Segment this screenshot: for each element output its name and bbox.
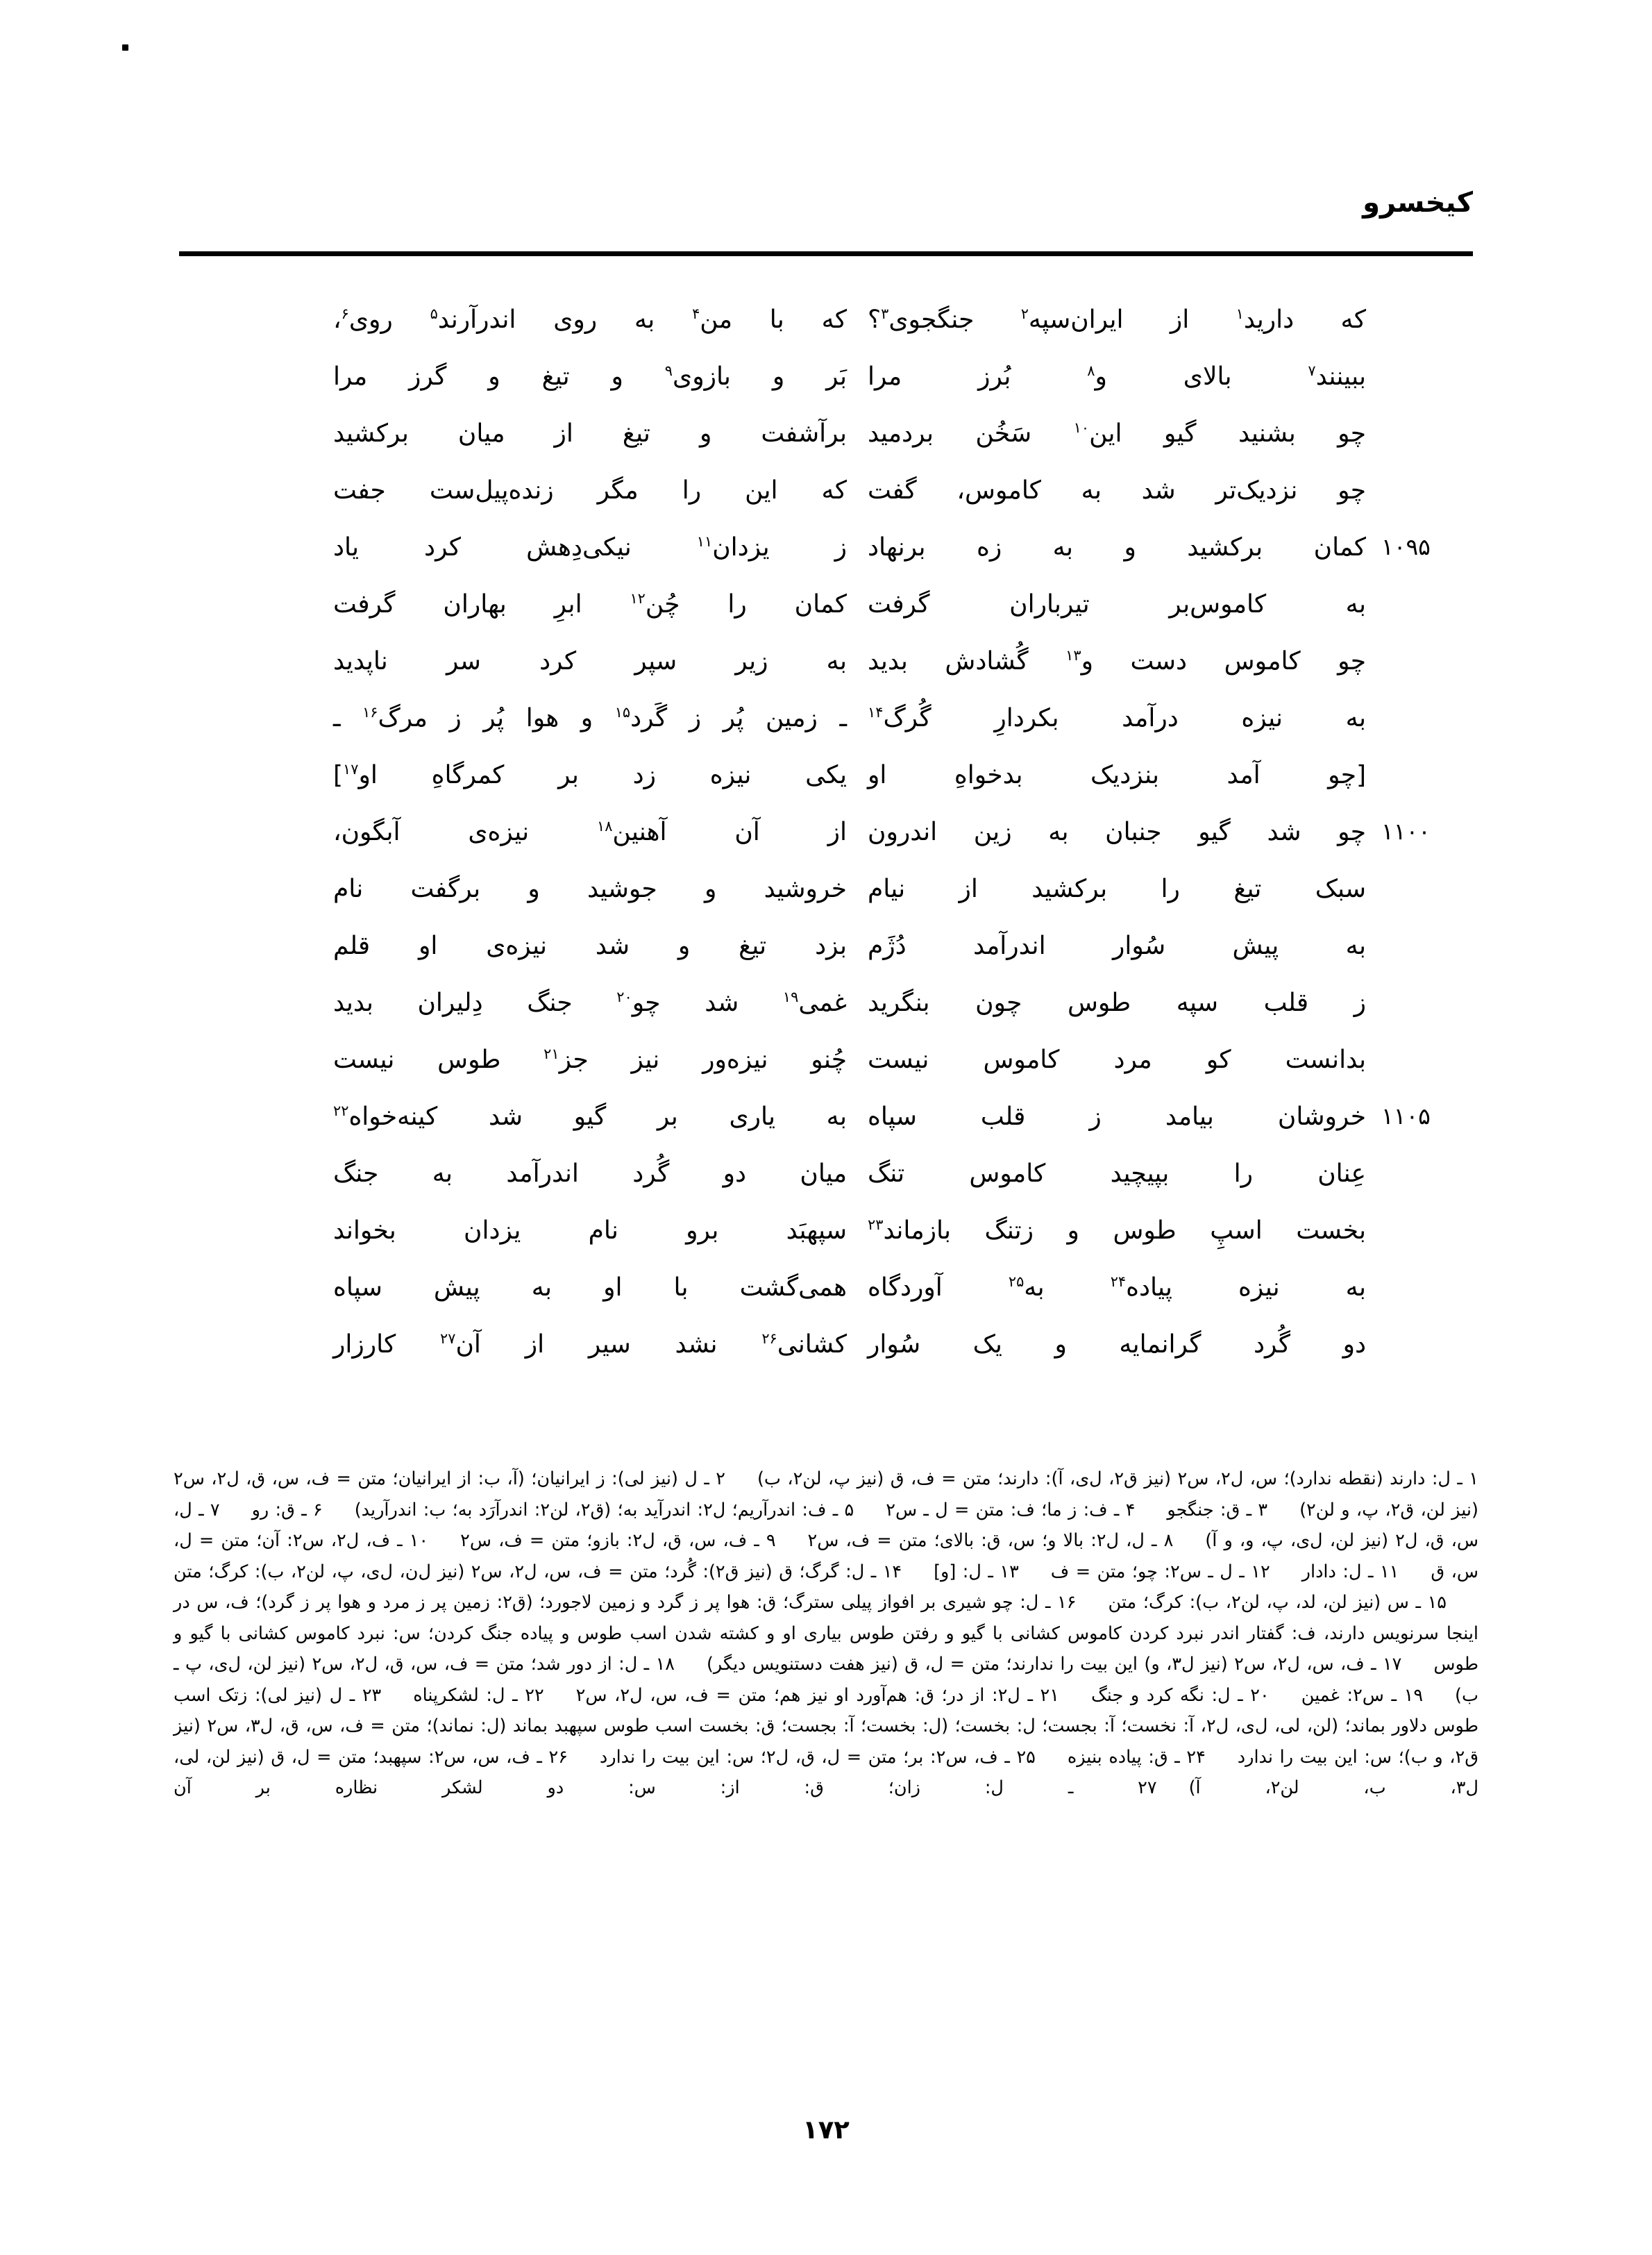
verse-couplet: [167, 1318, 1485, 1375]
apparatus-separator: [568, 1742, 600, 1773]
hemistich-right: بدانست کو مرد کاموس نیست: [868, 1046, 1366, 1074]
apparatus-separator: [1059, 1680, 1091, 1711]
hemistich-right: که دارید$^۱$ از ایران‌سپه$^۲$ جنگجوی$^۳$؟: [868, 305, 1366, 334]
running-header: کیخسرو: [1363, 187, 1473, 219]
verse-number: ۱۰۹۵: [1381, 533, 1431, 560]
hemistich-left: از آن آهنین$^{۱۸}$ نیزه‌ی آبگون،: [333, 818, 847, 846]
hemistich-right: [چو آمد بنزدیک بدخواهِ او: [868, 761, 1366, 789]
hemistich-right: چو نزدیک‌تر شد به کاموس، گفت: [868, 476, 1366, 505]
verse-couplet: [167, 293, 1485, 350]
hemistich-left: ـ زمین پُر ز گَرد$^{۱۵}$ و هوا پُر ز مرگ$^{۱۶}$ ـ: [333, 704, 847, 732]
apparatus-separator: [1423, 1680, 1455, 1711]
apparatus-separator: [776, 1525, 808, 1557]
apparatus-note: ۲۳ ـ ل (نیز لی): زتک اسب طوس دلاور بماند؛ (لن، لی، ل‌ی، ل‌۲، آ: نخست؛ آ: بجست؛ ل: بخست؛ (ل: بخست؛ آ: بجست؛ ق: بخست اسب طوس سپهبد بماند (ل: نماند)؛ متن = ف، س، ق، ل‌۳، س‌۲ (نیز ق‌۲، و ب)؛ س: این بیت را ندارد: [174, 1684, 1479, 1768]
hemistich-left: ز یزدان$^{۱۱}$ نیکی‌دِهش کرد یاد: [333, 533, 847, 562]
apparatus-separator: [1173, 1525, 1205, 1557]
apparatus-note: ۲۵ ـ ف، س‌۲: بر؛ متن = ل، ق، ل‌۲؛ س: این بیت را ندارد: [599, 1746, 1036, 1768]
verse-couplet: [167, 578, 1485, 635]
hemistich-left: بزد تیغ و شد نیزه‌ی او قلم: [333, 932, 847, 960]
apparatus-note: ۸ ـ ل، ل‌۲: بالا و؛ س، ق: بالای؛ متن = ف، س‌۲: [807, 1530, 1174, 1551]
hemistich-right: ببینند$^۷$ بالای و$^۸$ بُرز مرا: [868, 362, 1366, 391]
verse-couplet: [167, 1261, 1485, 1318]
hemistich-right: به کاموس‌بر تیرباران گرفت: [868, 590, 1366, 619]
header-rule: [179, 251, 1473, 256]
verse-number: ۱۱۰۰: [1381, 818, 1431, 845]
apparatus-separator: [1401, 1649, 1433, 1680]
apparatus-note: ۲۴ ـ ق: پیاده بنیزه: [1067, 1746, 1206, 1768]
apparatus-note: ۱۵ ـ س (نیز لن، لد، پ، لن‌۲، ب): کرگ؛ متن: [1108, 1592, 1447, 1613]
hemistich-left: خروشید و جوشید و برگفت نام: [333, 875, 847, 903]
hemistich-right: بخست اسپِ طوس و زتنگ بازماند$^{۲۳}$: [868, 1216, 1366, 1245]
apparatus-note: ۱۷ ـ ف، س، ل‌۲، س‌۲ (نیز ل‌۳، و) این بیت را ندارند؛ متن = ل، ق (نیز هفت دستنویس دیگر): [706, 1654, 1402, 1675]
folio-number: ۱۷۲: [802, 2115, 850, 2145]
apparatus-separator: [902, 1557, 934, 1588]
hemistich-left: به یاری بر گیو شد کینه‌خواه$^{۲۲}$: [333, 1103, 847, 1131]
hemistich-left: یکی نیزه زد بر کمرگاهِ او$^{۱۷}$]: [333, 761, 847, 789]
apparatus-note: ۱ ـ ل: دارند (نقطه ندارد)؛ س، ل‌۲، س‌۲ (نیز ق‌۲، ل‌ی، آ): دارند؛ متن = ف، ق (نیز پ، لن‌۲، ب): [757, 1468, 1478, 1489]
hemistich-left: سپهبَد برو نام یزدان بخواند: [333, 1216, 847, 1245]
verse-couplet: [167, 1204, 1485, 1261]
apparatus-separator: [1206, 1742, 1238, 1773]
apparatus-separator: [1447, 1587, 1478, 1618]
apparatus-separator: [725, 1464, 757, 1495]
apparatus-note: ۱۸ ـ ل: از دور شد؛ متن = ف، س، ق، ل‌۲، س‌۲ (نیز لن، ل‌ی، پ ـ ب): [174, 1654, 1479, 1706]
verse-couplet: [167, 862, 1485, 919]
hemistich-right: سبک تیغ را برکشید از نیام: [868, 875, 1366, 903]
apparatus-separator: [675, 1649, 707, 1680]
apparatus-separator: [1157, 1772, 1189, 1804]
verse-couplet: [167, 635, 1485, 691]
apparatus-separator: [1135, 1495, 1167, 1526]
verse-couplet: [167, 1090, 1485, 1147]
apparatus-separator: [854, 1495, 886, 1526]
apparatus-note: ۱۲ ـ ل ـ س‌۲: چو؛ متن = ف: [1050, 1561, 1270, 1582]
verse-couplet: [167, 748, 1485, 805]
verse-block: [167, 293, 1485, 1390]
hemistich-right: به نیزه پیاده$^{۲۴}$ به$^{۲۵}$ آوردگاه: [868, 1273, 1367, 1302]
verse-couplet: [167, 1147, 1485, 1204]
hemistich-right: خروشان بیامد ز قلب سپاه: [868, 1103, 1366, 1131]
apparatus-note: ۲۰ ـ ل: نگه کرد و جنگ: [1090, 1684, 1270, 1706]
hemistich-left: کشانی$^{۲۶}$ نشد سیر از آن$^{۲۷}$ کارزار: [333, 1330, 847, 1359]
hemistich-left: که با من$^۴$ به روی اندرآرند$^۵$ روی$^۶$،: [333, 305, 848, 334]
apparatus-note: ۲۱ ـ ل‌۲: از در؛ ق: هم‌آورد او نیز هم؛ متن = ف، س، ل‌۲، س‌۲: [575, 1684, 1059, 1706]
hemistich-left: به زیر سپر کرد سر ناپدید: [333, 647, 847, 676]
apparatus-separator: [1267, 1495, 1299, 1526]
apparatus-note: ۱۹ ـ س‌۲: غمین: [1301, 1684, 1424, 1706]
verse-couplet: [167, 521, 1485, 578]
apparatus-note: ۲ ـ ل (نیز لی): ز ایرانیان؛ (آ، ب: از ایرانیان؛ متن = ف، س، ق، ل‌۲، س‌۲ (نیز لن، ق‌۲، پ، و لن‌۲): [174, 1468, 1478, 1520]
apparatus-note: ۱۶ ـ ل: چو شیری بر افواز پیلی سترگ؛ ق: هوا پر ز گرد و زمین لاجورد؛ (ق‌۲: زمین پر ز مرد و هوا پر ز گرد)؛ ف، س در اینجا سرنویس دارند، ف: گفتار اندر نبرد کردن کاموس کشانی با گیو و رفتن طوس بیاری او و کشته شدن اسب طوس و پیاده جنگ کردن؛ س: نبرد کاموس کشانی با گیو و طوس: [174, 1592, 1478, 1675]
hemistich-right: به پیش سُوار اندرآمد دُژَم: [868, 932, 1366, 960]
apparatus-note: ۳ ـ ق: جنگجو: [1167, 1499, 1268, 1520]
apparatus-note: ۶ ـ ق: رو: [251, 1499, 323, 1520]
apparatus-note: ۱۱ ـ ل: دادار: [1301, 1561, 1399, 1582]
apparatus-note: ۷ ـ ل، س، ق، ل‌۲ (نیز لن، ل‌ی، پ، و، و آ): [174, 1499, 1478, 1551]
apparatus-note: ۵ ـ ف: اندرآریم؛ ل‌۲: اندرآید به؛ (ق‌۲، لن‌۲: اندرآرَد به؛ ب: اندرآرید): [354, 1499, 854, 1520]
hemistich-right: کمان برکشید و به زه برنهاد: [868, 533, 1366, 562]
hemistich-left: بَر و بازوی$^۹$ و تیغ و گرز مرا: [333, 362, 847, 391]
apparatus-separator: [1399, 1557, 1431, 1588]
apparatus-note: ۲۷ ـ ل: زان؛ ق: از: س: دو لشکر نظاره بر آن: [174, 1777, 1157, 1798]
apparatus-note: ۲۶ ـ ف، س، س‌۲: سپهبد؛ متن = ل، ق (نیز لن، لی، ل‌۳، ب، لن‌۲، آ): [174, 1746, 1478, 1798]
apparatus-note: ۲۲ ـ ل: لشکرپناه: [413, 1684, 544, 1706]
apparatus-separator: [381, 1680, 413, 1711]
hemistich-left: کمان را چُن$^{۱۲}$ ابرِ بهاران گرفت: [333, 590, 847, 619]
verse-couplet: [167, 1033, 1485, 1090]
verse-couplet: [167, 407, 1485, 464]
hemistich-left: غمی$^{۱۹}$ شد چو$^{۲۰}$ جنگ دِلیران بدید: [333, 989, 847, 1017]
apparatus-separator: [323, 1495, 355, 1526]
verse-couplet: [167, 976, 1485, 1033]
verse-number: ۱۱۰۵: [1381, 1103, 1431, 1130]
hemistich-left: میان دو گُرد اندرآمد به جنگ: [333, 1159, 847, 1188]
hemistich-left: برآشفت و تیغ از میان برکشید: [333, 419, 847, 448]
registration-dot: [122, 44, 128, 51]
apparatus-separator: [544, 1680, 576, 1711]
apparatus-note: ۹ ـ ف، س، ق، ل‌۲: بازو؛ متن = ف، س‌۲: [460, 1530, 776, 1551]
hemistich-right: چو بشنید گیو این$^{۱۰}$ سَخُن بردمید: [868, 419, 1367, 448]
critical-apparatus: [174, 1464, 1478, 1804]
apparatus-note: ۱۳ ـ ل: [و]: [934, 1561, 1019, 1582]
verse-couplet: [167, 350, 1485, 407]
verse-couplet: [167, 691, 1485, 748]
apparatus-note: ۴ ـ ف: ز ما؛ ف: متن = ل ـ س‌۲: [886, 1499, 1136, 1520]
apparatus-separator: [1270, 1680, 1301, 1711]
verse-couplet: [167, 805, 1485, 862]
hemistich-right: دو گُرد گرانمایه و یک سُوار: [868, 1330, 1366, 1359]
hemistich-left: چُنو نیزه‌ور نیز جز$^{۲۱}$ طوس نیست: [333, 1046, 847, 1074]
apparatus-separator: [1036, 1742, 1068, 1773]
hemistich-left: که این را مگر زنده‌پیل‌ست جفت: [333, 476, 847, 505]
hemistich-right: عِنان را بپیچید کاموس تنگ: [868, 1159, 1366, 1188]
apparatus-note: ۱۰ ـ ف، ل‌۲، س‌۲: آن؛ متن = ل، س، ق: [174, 1530, 1478, 1582]
hemistich-left: همی‌گشت با او به پیش سپاه: [333, 1273, 847, 1302]
apparatus-separator: [428, 1525, 460, 1557]
apparatus-separator: [1076, 1587, 1108, 1618]
hemistich-right: چو شد گیو جنبان به زین اندرون: [868, 818, 1366, 846]
apparatus-separator: [1270, 1557, 1302, 1588]
apparatus-separator: [1019, 1557, 1051, 1588]
apparatus-separator: [220, 1495, 252, 1526]
hemistich-right: چو کاموس دست و$^{۱۳}$ گُشادش بدید: [868, 647, 1366, 676]
hemistich-right: ز قلب سپه طوس چون بنگرید: [868, 989, 1366, 1017]
hemistich-right: به نیزه درآمد بکردارِ گُرگ$^{۱۴}$: [868, 704, 1366, 732]
verse-couplet: [167, 919, 1485, 976]
apparatus-note: ۱۴ ـ ل: گرگ؛ ق (نیز ق‌۲): گُرد؛ متن = ف، س، ل‌۲، س‌۲ (نیز ل‌ن، ل‌ی، پ، لن‌۲، ب): کرگ؛ متن: [174, 1561, 902, 1582]
verse-couplet: [167, 464, 1485, 521]
